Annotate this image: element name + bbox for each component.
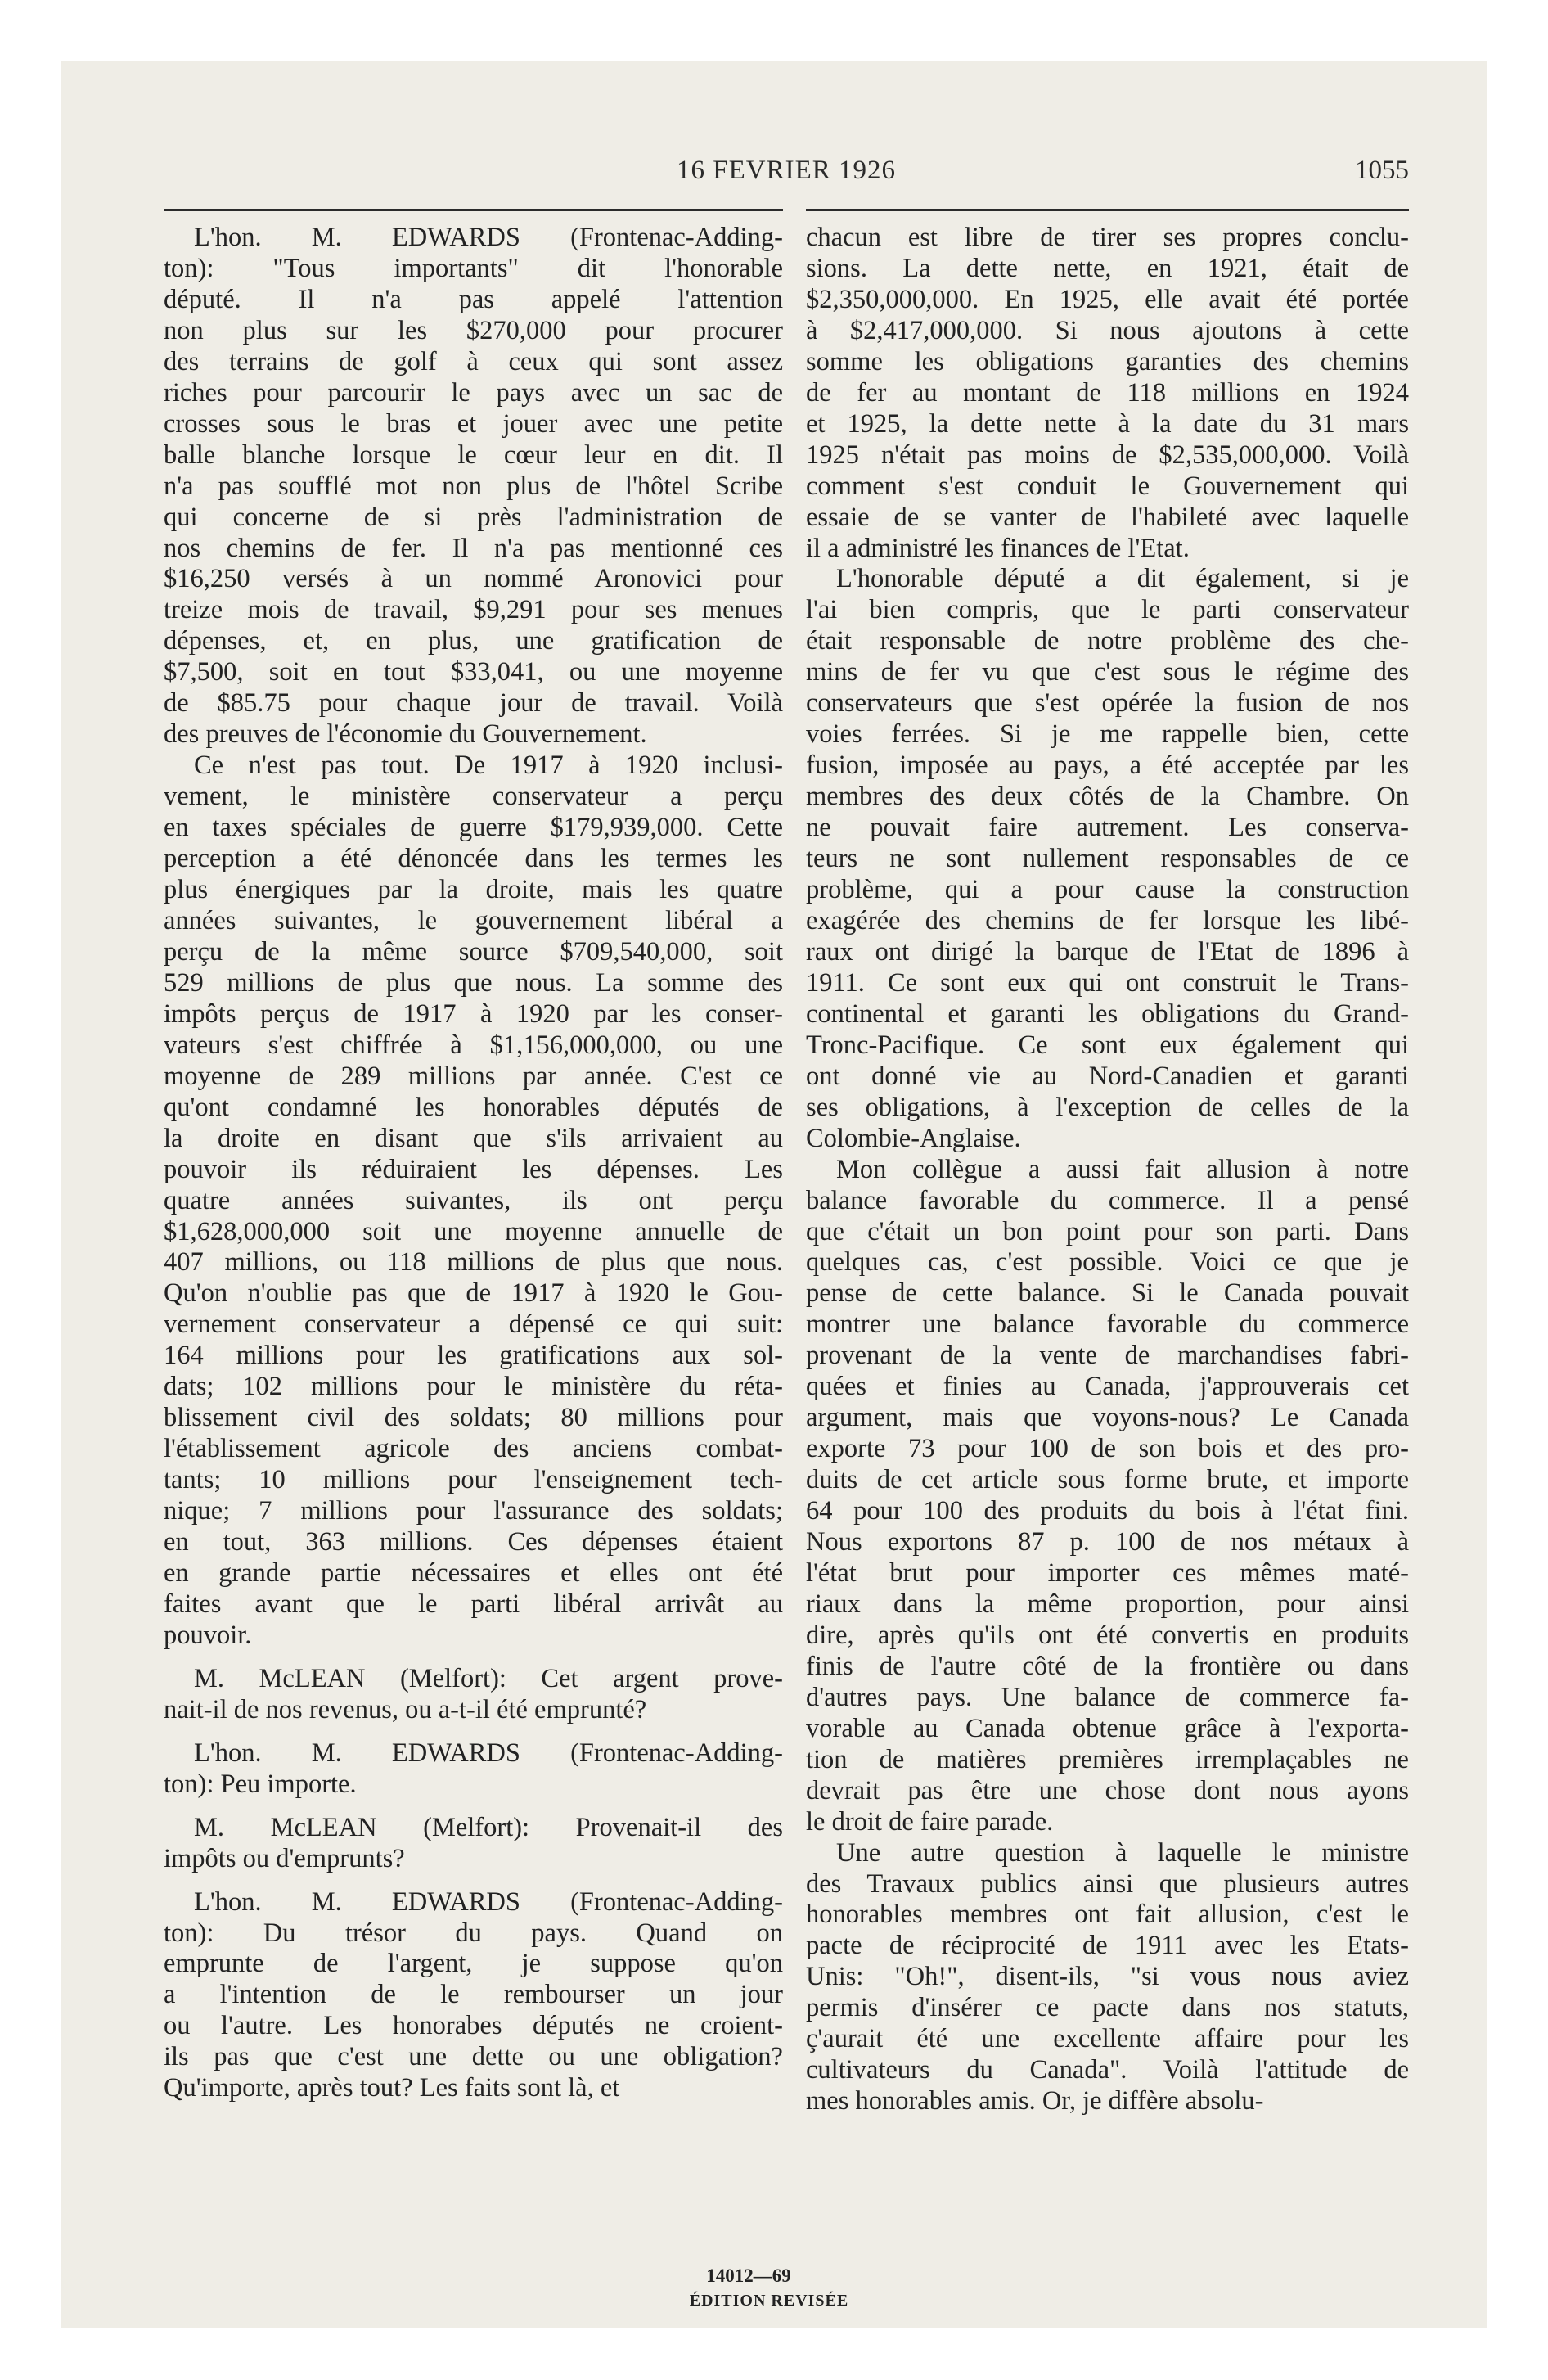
- text-line: pacte de réciprocité de 1911 avec les Etats-: [806, 1931, 1409, 1961]
- text-line: Une autre question à laquelle le ministre: [836, 1837, 1409, 1868]
- text-line: Tronc-Pacifique. Ce sont eux également qui: [806, 1030, 1409, 1060]
- text-line: perçu de la même source $709,540,000, soit: [164, 936, 783, 967]
- left-column: [164, 223, 783, 2104]
- text-line: nique; 7 millions pour l'assurance des soldats;: [164, 1496, 783, 1526]
- text-line: qui concerne de si près l'administration de: [164, 502, 783, 532]
- text-line: sions. La dette nette, en 1921, était de: [806, 253, 1409, 283]
- text-line: dépenses, et, en plus, une gratification de: [164, 626, 783, 656]
- text-line: Nous exportons 87 p. 100 de nos métaux à: [806, 1527, 1409, 1557]
- text-line: 407 millions, ou 118 millions de plus que nous.: [164, 1247, 783, 1278]
- text-line: Ce n'est pas tout. De 1917 à 1920 inclusi-: [194, 751, 783, 781]
- text-line: cultivateurs du Canada". Voilà l'attitude de: [806, 2055, 1409, 2085]
- text-line: membres des deux côtés de la Chambre. On: [806, 782, 1409, 812]
- text-line: $7,500, soit en tout $33,041, ou une moyenne: [164, 657, 783, 687]
- page-number: 1055: [1355, 156, 1409, 185]
- text-line: montrer une balance favorable du commerce: [806, 1309, 1409, 1340]
- text-line: duits de cet article sous forme brute, et importe: [806, 1465, 1409, 1495]
- text-line: essaie de se vanter de l'habileté avec laquelle: [806, 502, 1409, 532]
- page-header: [164, 156, 1409, 195]
- text-line: exagérée des chemins de fer lorsque les libé-: [806, 905, 1409, 935]
- right-column: [806, 223, 1409, 2117]
- text-line: ton): Peu importe.: [164, 1769, 357, 1799]
- paragraph: [164, 223, 783, 751]
- text-line: qu'ont condamné les honorables députés de: [164, 1092, 783, 1122]
- text-line: crosses sous le bras et jouer avec une petite: [164, 408, 783, 439]
- text-line: ils pas que c'est une dette ou une obligation?: [164, 2042, 783, 2072]
- text-line: n'a pas soufflé mot non plus de l'hôtel Scribe: [164, 471, 783, 501]
- text-line: M. McLEAN (Melfort): Provenait-il des: [194, 1812, 783, 1842]
- text-line: chacun est libre de tirer ses propres conclu-: [806, 223, 1409, 252]
- text-line: M. McLEAN (Melfort): Cet argent prove-: [194, 1663, 783, 1693]
- text-line: non plus sur les $270,000 pour procurer: [164, 315, 783, 345]
- text-line: $16,250 versés à un nommé Aronovici pour: [164, 564, 783, 594]
- text-line: perception a été dénoncée dans les termes les: [164, 844, 783, 874]
- text-line: quées et finies au Canada, j'approuverais cet: [806, 1372, 1409, 1402]
- header-rule-right: [806, 209, 1409, 211]
- text-line: finis de l'autre côté de la frontière ou dans: [806, 1651, 1409, 1681]
- text-line: comment s'est conduit le Gouvernement qui: [806, 471, 1409, 501]
- text-line: ont donné vie au Nord-Canadien et garanti: [806, 1061, 1409, 1091]
- text-line: et 1925, la dette nette à la date du 31 mars: [806, 408, 1409, 439]
- text-line: riches pour parcourir le pays avec un sac de: [164, 377, 783, 408]
- text-line: des preuves de l'économie du Gouvernement.: [164, 719, 647, 750]
- text-line: continental et garanti les obligations du Grand-: [806, 998, 1409, 1029]
- paragraph: [806, 1838, 1409, 2118]
- text-line: L'honorable député a dit également, si je: [836, 564, 1409, 594]
- text-line: 64 pour 100 des produits du bois à l'état fini.: [806, 1496, 1409, 1526]
- text-line: somme les obligations garanties des chemins: [806, 346, 1409, 376]
- text-line: l'établissement agricole des anciens combat-: [164, 1434, 783, 1464]
- text-line: l'ai bien compris, que le parti conservateur: [806, 595, 1409, 625]
- text-line: moyenne de 289 millions par année. C'est ce: [164, 1061, 783, 1091]
- text-line: devrait pas être une chose dont nous ayons: [806, 1775, 1409, 1805]
- text-line: permis d'insérer ce pacte dans nos statuts,: [806, 1993, 1409, 2023]
- text-line: vement, le ministère conservateur a perçu: [164, 782, 783, 812]
- text-line: des terrains de golf à ceux qui sont assez: [164, 346, 783, 376]
- paragraph: [164, 1664, 783, 1726]
- text-line: $1,628,000,000 soit une moyenne annuelle de: [164, 1216, 783, 1246]
- text-line: des Travaux publics ainsi que plusieurs autres: [806, 1868, 1409, 1899]
- text-line: années suivantes, le gouvernement libéral a: [164, 905, 783, 935]
- text-line: de fer au montant de 118 millions en 1924: [806, 377, 1409, 408]
- text-line: impôts perçus de 1917 à 1920 par les conser-: [164, 998, 783, 1029]
- text-line: voies ferrées. Si je me rappelle bien, cette: [806, 719, 1409, 750]
- text-line: impôts ou d'emprunts?: [164, 1843, 405, 1873]
- text-line: balance favorable du commerce. Il a pensé: [806, 1185, 1409, 1215]
- paragraph: [806, 564, 1409, 1154]
- text-line: dats; 102 millions pour le ministère du réta-: [164, 1372, 783, 1402]
- text-line: balle blanche lorsque le cœur leur en dit. Il: [164, 439, 783, 470]
- text-line: député. Il n'a pas appelé l'attention: [164, 284, 783, 314]
- text-line: L'hon. M. EDWARDS (Frontenac-Adding-: [194, 223, 783, 252]
- text-line: ou l'autre. Les honorabes députés ne croient-: [164, 2011, 783, 2041]
- print-code: 14012—69: [706, 2265, 791, 2286]
- text-line: Colombie-Anglaise.: [806, 1123, 1021, 1153]
- text-line: plus énergiques par la droite, mais les quatre: [164, 875, 783, 905]
- text-line: raux ont dirigé la barque de l'Etat de 1896 à: [806, 936, 1409, 967]
- text-line: nait-il de nos revenus, ou a-t-il été emprunté?: [164, 1694, 647, 1724]
- text-line: fusion, imposée au pays, a été acceptée par les: [806, 751, 1409, 781]
- text-line: honorables membres ont fait allusion, c'est le: [806, 1900, 1409, 1930]
- text-line: que c'était un bon point pour son parti. Dans: [806, 1216, 1409, 1246]
- text-line: Qu'on n'oublie pas que de 1917 à 1920 le Gou-: [164, 1278, 783, 1309]
- text-line: problème, qui a pour cause la construction: [806, 875, 1409, 905]
- header-date: 16 FEVRIER 1926: [676, 156, 896, 185]
- text-line: ton): "Tous importants" dit l'honorable: [164, 253, 783, 283]
- text-line: 164 millions pour les gratifications aux sol-: [164, 1341, 783, 1371]
- text-line: mes honorables amis. Or, je diffère absolu-: [806, 2086, 1264, 2116]
- text-line: L'hon. M. EDWARDS (Frontenac-Adding-: [194, 1886, 783, 1917]
- text-line: en tout, 363 millions. Ces dépenses étaient: [164, 1527, 783, 1557]
- text-line: treize mois de travail, $9,291 pour ses menues: [164, 595, 783, 625]
- text-line: à $2,417,000,000. Si nous ajoutons à cette: [806, 315, 1409, 345]
- text-line: d'autres pays. Une balance de commerce fa-: [806, 1682, 1409, 1712]
- text-line: nos chemins de fer. Il n'a pas mentionné ces: [164, 533, 783, 563]
- text-line: $2,350,000,000. En 1925, elle avait été portée: [806, 284, 1409, 314]
- text-line: ton): Du trésor du pays. Quand on: [164, 1918, 783, 1948]
- text-line: argument, mais que voyons-nous? Le Canada: [806, 1403, 1409, 1433]
- text-line: dire, après qu'ils ont été convertis en produits: [806, 1620, 1409, 1650]
- text-line: était responsable de notre problème des che-: [806, 626, 1409, 656]
- text-line: Unis: "Oh!", disent-ils, "si vous nous aviez: [806, 1962, 1409, 1992]
- text-line: emprunte de l'argent, je suppose qu'on: [164, 1949, 783, 1979]
- text-line: Mon collègue a aussi fait allusion à notre: [836, 1154, 1409, 1184]
- text-line: a l'intention de le rembourser un jour: [164, 1980, 783, 2010]
- paragraph: [806, 1155, 1409, 1838]
- text-line: 1911. Ce sont eux qui ont construit le Trans-: [806, 967, 1409, 998]
- text-line: pouvoir.: [164, 1620, 252, 1650]
- text-line: la droite en disant que s'ils arrivaient au: [164, 1123, 783, 1153]
- text-line: Qu'importe, après tout? Les faits sont là, et: [164, 2073, 620, 2103]
- text-line: pense de cette balance. Si le Canada pouvait: [806, 1278, 1409, 1309]
- text-line: il a administré les finances de l'Etat.: [806, 533, 1190, 563]
- text-line: vorable au Canada obtenue grâce à l'exporta-: [806, 1713, 1409, 1743]
- text-line: riaux dans la même proportion, pour ainsi: [806, 1589, 1409, 1619]
- text-line: en taxes spéciales de guerre $179,939,000. Cette: [164, 813, 783, 843]
- paragraph: [164, 1887, 783, 2105]
- paragraph: [164, 1813, 783, 1875]
- paragraph: [164, 1738, 783, 1801]
- paragraph: [164, 751, 783, 1652]
- text-line: quatre années suivantes, ils ont perçu: [164, 1185, 783, 1215]
- paragraph: [806, 223, 1409, 564]
- text-line: mins de fer vu que c'est sous le régime des: [806, 657, 1409, 687]
- text-line: vateurs s'est chiffrée à $1,156,000,000, ou une: [164, 1030, 783, 1060]
- text-line: pouvoir ils réduiraient les dépenses. Les: [164, 1154, 783, 1184]
- text-line: tants; 10 millions pour l'enseignement tech-: [164, 1465, 783, 1495]
- text-line: ses obligations, à l'exception de celles de la: [806, 1092, 1409, 1122]
- text-line: 529 millions de plus que nous. La somme des: [164, 967, 783, 998]
- text-line: blissement civil des soldats; 80 millions pour: [164, 1403, 783, 1433]
- text-line: vernement conservateur a dépensé ce qui suit:: [164, 1309, 783, 1340]
- header-rule-left: [164, 209, 783, 211]
- text-line: tion de matières premières irremplaçables ne: [806, 1744, 1409, 1774]
- text-line: provenant de la vente de marchandises fabri-: [806, 1341, 1409, 1371]
- text-line: ne pouvait faire autrement. Les conserva-: [806, 813, 1409, 843]
- text-line: 1925 n'était pas moins de $2,535,000,000. Voilà: [806, 439, 1409, 470]
- text-line: en grande partie nécessaires et elles ont été: [164, 1557, 783, 1588]
- text-line: quelques cas, c'est possible. Voici ce que je: [806, 1247, 1409, 1278]
- text-line: teurs ne sont nullement responsables de ce: [806, 844, 1409, 874]
- text-line: le droit de faire parade.: [806, 1806, 1054, 1837]
- text-line: L'hon. M. EDWARDS (Frontenac-Adding-: [194, 1738, 783, 1768]
- edition-label: ÉDITION REVISÉE: [689, 2292, 849, 2310]
- text-line: faites avant que le parti libéral arrivât au: [164, 1589, 783, 1619]
- text-line: l'état brut pour importer ces mêmes maté-: [806, 1557, 1409, 1588]
- text-line: exporte 73 pour 100 de son bois et des pro-: [806, 1434, 1409, 1464]
- text-line: de $85.75 pour chaque jour de travail. Voilà: [164, 688, 783, 719]
- text-line: conservateurs que s'est opérée la fusion de nos: [806, 688, 1409, 719]
- text-line: ç'aurait été une excellente affaire pour les: [806, 2024, 1409, 2054]
